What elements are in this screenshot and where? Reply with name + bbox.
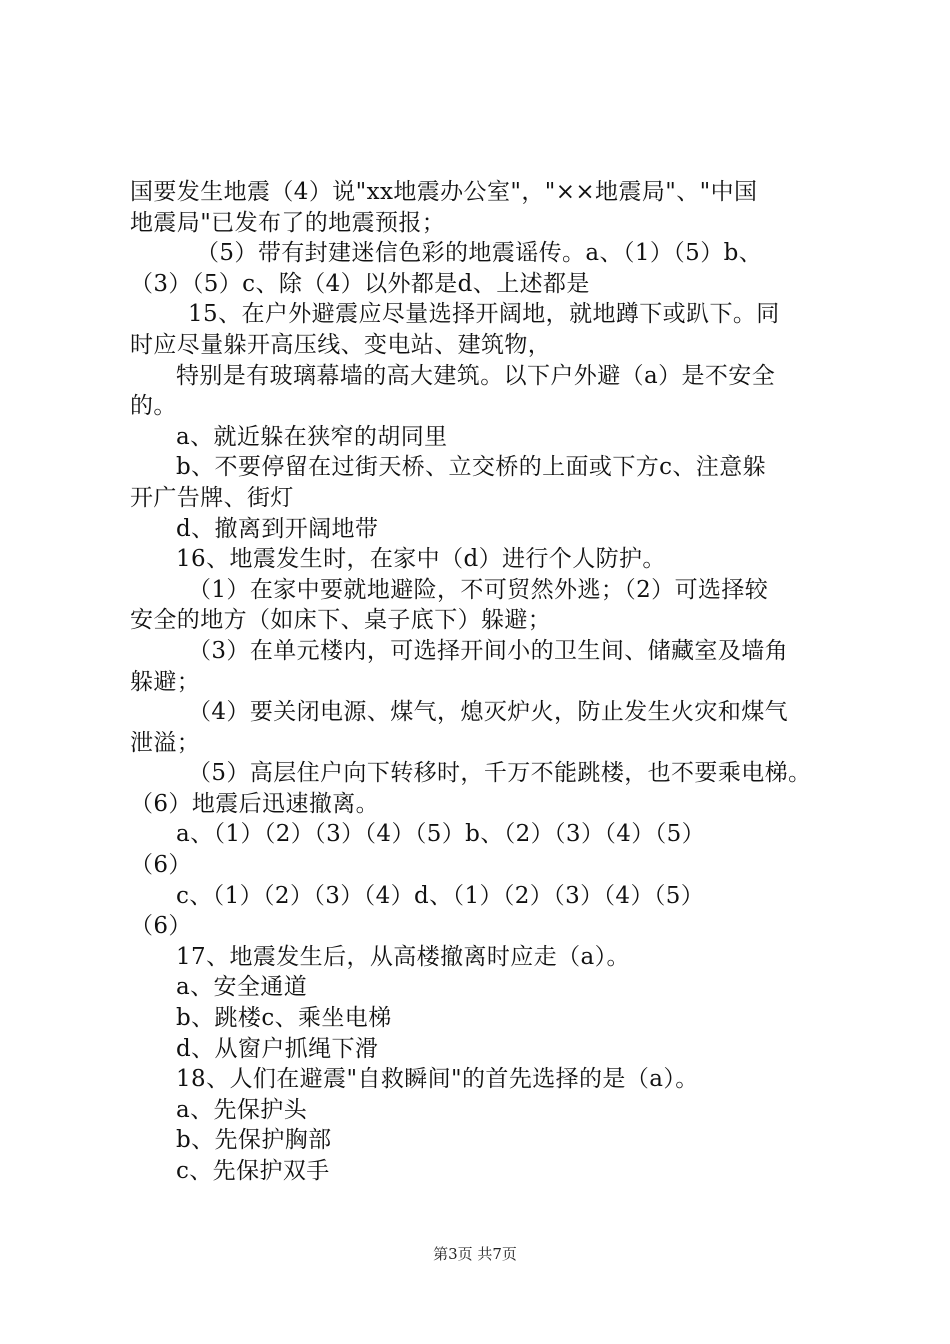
text-line: （6） [130, 913, 192, 940]
text-line: 15、在户外避震应尽量选择开阔地，就地蹲下或趴下。同 [188, 301, 780, 328]
text-line: d、撤离到开阔地带 [176, 515, 379, 542]
text-line: a、先保护头 [176, 1096, 308, 1123]
text-line: 泄溢； [130, 729, 201, 756]
text-line: 17、地震发生后，从高楼撤离时应走（a）。 [176, 943, 630, 970]
text-line: a、安全通道 [176, 974, 308, 1001]
text-line: c、先保护双手 [176, 1158, 330, 1184]
text-line: d、从窗户抓绳下滑 [176, 1035, 379, 1062]
text-line: 国要发生地震（4）说"xx地震办公室"，"××地震局"、"中国 [130, 179, 758, 205]
text-line: 的。 [130, 393, 177, 420]
text-line: b、不要停留在过街天桥、立交桥的上面或下方c、注意躲 [176, 454, 767, 481]
text-line: 躲避； [130, 668, 201, 695]
document-body [130, 177, 840, 1187]
text-line: （4）要关闭电源、煤气，熄灭炉火，防止发生火灾和煤气 [188, 699, 789, 726]
text-line: （3）在单元楼内，可选择开间小的卫生间、储藏室及墙角 [188, 637, 789, 664]
text-line: b、先保护胸部 [176, 1127, 332, 1154]
text-line: b、跳楼c、乘坐电梯 [176, 1005, 392, 1032]
text-line: 特别是有玻璃幕墙的高大建筑。以下户外避（a）是不安全 [176, 362, 776, 389]
text-line: 18、人们在避震"自救瞬间"的首先选择的是（a）。 [176, 1066, 699, 1093]
text-line: （6） [130, 852, 192, 879]
text-line: （1）在家中要就地避险，不可贸然外逃；（2）可选择较 [188, 576, 769, 603]
text-line: 地震局"已发布了的地震预报； [130, 209, 446, 236]
text-line: 时应尽量躲开高压线、变电站、建筑物， [130, 331, 552, 358]
text-line: c、（1）（2）（3）（4）d、（1）（2）（3）（4）（5） [176, 882, 705, 909]
text-line: 安全的地方（如床下、桌子底下）躲避； [130, 607, 552, 634]
text-line: （5）高层住户向下转移时，千万不能跳楼，也不要乘电梯。 [188, 760, 812, 787]
text-line: a、就近躲在狭窄的胡同里 [176, 423, 448, 450]
text-line: 开广告牌、街灯 [130, 484, 294, 511]
text-line: a、（1）（2）（3）（4）（5）b、（2）（3）（4）（5） [176, 821, 706, 848]
text-line: （5）带有封建迷信色彩的地震谣传。a、（1）（5）b、 [196, 240, 763, 267]
text-line: 16、地震发生时，在家中（d）进行个人防护。 [176, 546, 666, 573]
text-line: （3）（5）c、除（4）以外都是d、上述都是 [130, 270, 590, 297]
page-footer: 第3页 共7页 [433, 1245, 517, 1263]
text-line: （6）地震后迅速撤离。 [130, 790, 380, 817]
